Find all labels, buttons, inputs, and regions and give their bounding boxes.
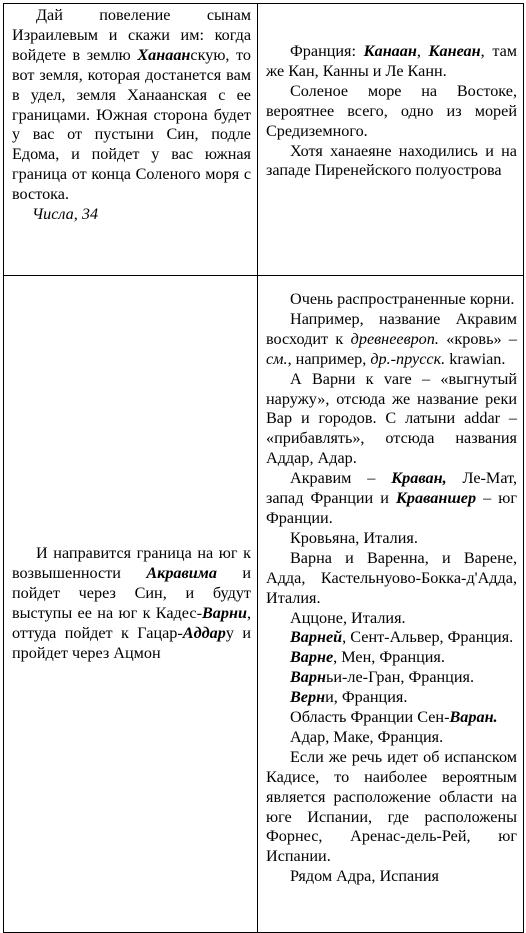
commentary-paragraph: Соленое море на Востоке, вероятнее всего, одно из морей Средиземного. bbox=[266, 81, 517, 140]
commentary-cell bbox=[258, 4, 524, 276]
commentary-paragraph: Например, название Акравим восходит к древнеевроп. «кровь» – см., например, др.-прусск. krawian. bbox=[266, 309, 517, 368]
commentary-paragraph: Рядом Адра, Испания bbox=[290, 867, 439, 886]
document-page bbox=[3, 3, 523, 933]
commentary-paragraph: Кровьяна, Италия. bbox=[290, 528, 418, 547]
bible-quote-cell bbox=[4, 4, 258, 276]
commentary-paragraph: Адар, Маке, Франция. bbox=[290, 727, 444, 746]
commentary-cell bbox=[258, 276, 524, 933]
commentary-paragraph: Очень распространенные корни. bbox=[290, 290, 515, 308]
commentary-paragraph: Варней, Сент-Альвер, Франция. bbox=[290, 628, 514, 647]
quote-source: Числа, 34 bbox=[32, 205, 99, 224]
commentary-paragraph: Варне, Мен, Франция. bbox=[290, 648, 445, 667]
comparison-table bbox=[3, 3, 524, 933]
quote-paragraph: И направится граница на юг к возвышенности Акравима и пойдет через Син, и будут выступы ее на юг к Кадес-Варни, оттуда пойдет к Гацар-Аддару и пройдет через Ацмон bbox=[12, 544, 251, 662]
commentary-paragraph: Аццоне, Италия. bbox=[290, 608, 406, 627]
commentary-paragraph: Область Франции Сен-Варан. bbox=[290, 708, 498, 727]
bible-quote-cell bbox=[4, 276, 258, 933]
commentary-paragraph: Варньи-ле-Гран, Франция. bbox=[290, 668, 474, 687]
commentary-paragraph: Хотя ханаеяне находились и на западе Пиренейского полуострова bbox=[266, 141, 517, 180]
quote-paragraph: Дай повеление сынам Израилевым и скажи им: когда войдете в землю Ханаанскую, то вот земля, которая достанется вам в удел, земля Ханаанская с ее границами. Южная сторона будет у вас от пустыни Син, подле Едома, и пойдет у вас южная граница от конца Соленого моря с востока. bbox=[12, 6, 251, 204]
commentary-paragraph: А Варни к vare – «выгнутый наружу», отсюда же название реки Вар и городов. С латыни addar – «прибавлять», отсюда названия Аддар, Адар. bbox=[266, 369, 517, 468]
commentary-paragraph: Акравим – Краван, Ле-Мат, запад Франции и Краваншер – юг Франции. bbox=[266, 469, 517, 527]
table-row bbox=[4, 276, 524, 933]
table-row bbox=[4, 4, 524, 276]
commentary-paragraph: Варна и Варенна, и Варене, Адда, Кастельнуово-Бокка-д'Адда, Италия. bbox=[266, 548, 517, 607]
commentary-paragraph: Франция: Канаан, Канеан, там же Кан, Канны и Ле Канн. bbox=[266, 42, 518, 80]
commentary-paragraph: Верни, Франция. bbox=[290, 688, 408, 707]
commentary-paragraph: Если же речь идет об испанском Кадисе, то наиболее вероятным является расположение области на юге Испании, где расположены Форнес, Аренас-дель-Рей, юг Испании. bbox=[266, 747, 517, 866]
